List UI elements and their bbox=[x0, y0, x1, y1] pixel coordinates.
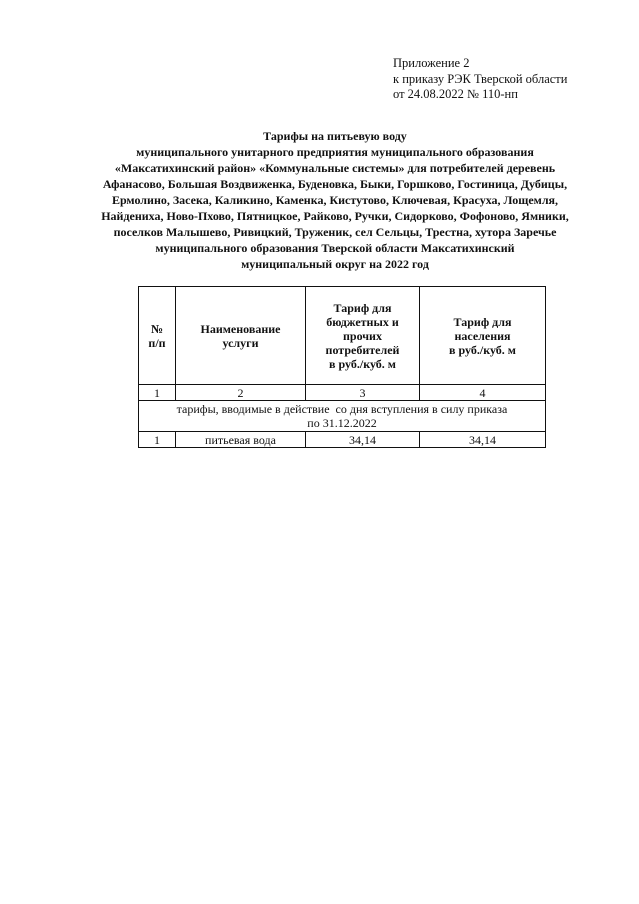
appendix-order-line: к приказу РЭК Тверской области bbox=[393, 71, 568, 86]
header-service-name: Наименование услуги bbox=[176, 287, 306, 385]
column-number: 3 bbox=[306, 385, 420, 401]
title-line: Афанасово, Большая Воздвиженка, Буденовка, Быки, Горшково, Гостиница, Дубицы, bbox=[102, 177, 568, 191]
row-tariff-population: 34,14 bbox=[420, 432, 546, 448]
row-number: 1 bbox=[139, 432, 176, 448]
appendix-date-line: от 24.08.2022 № 110-нп bbox=[393, 87, 518, 101]
row-service: питьевая вода bbox=[176, 432, 306, 448]
row-tariff-budget: 34,14 bbox=[306, 432, 420, 448]
title-line: муниципальный округ на 2022 год bbox=[241, 257, 429, 271]
title-line: Найдениха, Ново-Пхово, Пятницкое, Райково, Ручки, Сидорково, Фофоново, Ямники, bbox=[101, 209, 569, 223]
table-row bbox=[139, 432, 546, 448]
appendix-line: Приложение 2 bbox=[393, 56, 470, 70]
title-line: поселков Малышево, Ривицкий, Труженик, сел Сельцы, Трестна, хутора Заречье bbox=[113, 225, 557, 239]
column-number: 4 bbox=[420, 385, 546, 401]
tariff-table bbox=[138, 286, 546, 448]
column-number: 1 bbox=[139, 385, 176, 401]
title-line: муниципального образования Тверской области Максатихинский bbox=[155, 241, 515, 255]
title-line: «Максатихинский район» «Коммунальные системы» для потребителей деревень bbox=[114, 161, 556, 175]
document-title bbox=[60, 128, 610, 272]
period-row bbox=[139, 401, 546, 432]
column-number-row bbox=[139, 385, 546, 401]
title-line: Ермолино, Засека, Каликино, Каменка, Кистутово, Ключевая, Красуха, Лощемля, bbox=[111, 193, 559, 207]
header-tariff-population: Тариф для населения в руб./куб. м bbox=[420, 287, 546, 385]
appendix-reference bbox=[393, 56, 567, 103]
column-number: 2 bbox=[176, 385, 306, 401]
table-header-row bbox=[139, 287, 546, 385]
header-number: № п/п bbox=[139, 287, 176, 385]
title-line: муниципального унитарного предприятия муниципального образования bbox=[136, 145, 534, 159]
header-tariff-budget: Тариф для бюджетных и прочих потребителей в руб./куб. м bbox=[306, 287, 420, 385]
title-line: Тарифы на питьевую воду bbox=[263, 129, 407, 143]
period-cell: тарифы, вводимые в действие со дня вступления в силу приказа по 31.12.2022 bbox=[139, 401, 546, 432]
